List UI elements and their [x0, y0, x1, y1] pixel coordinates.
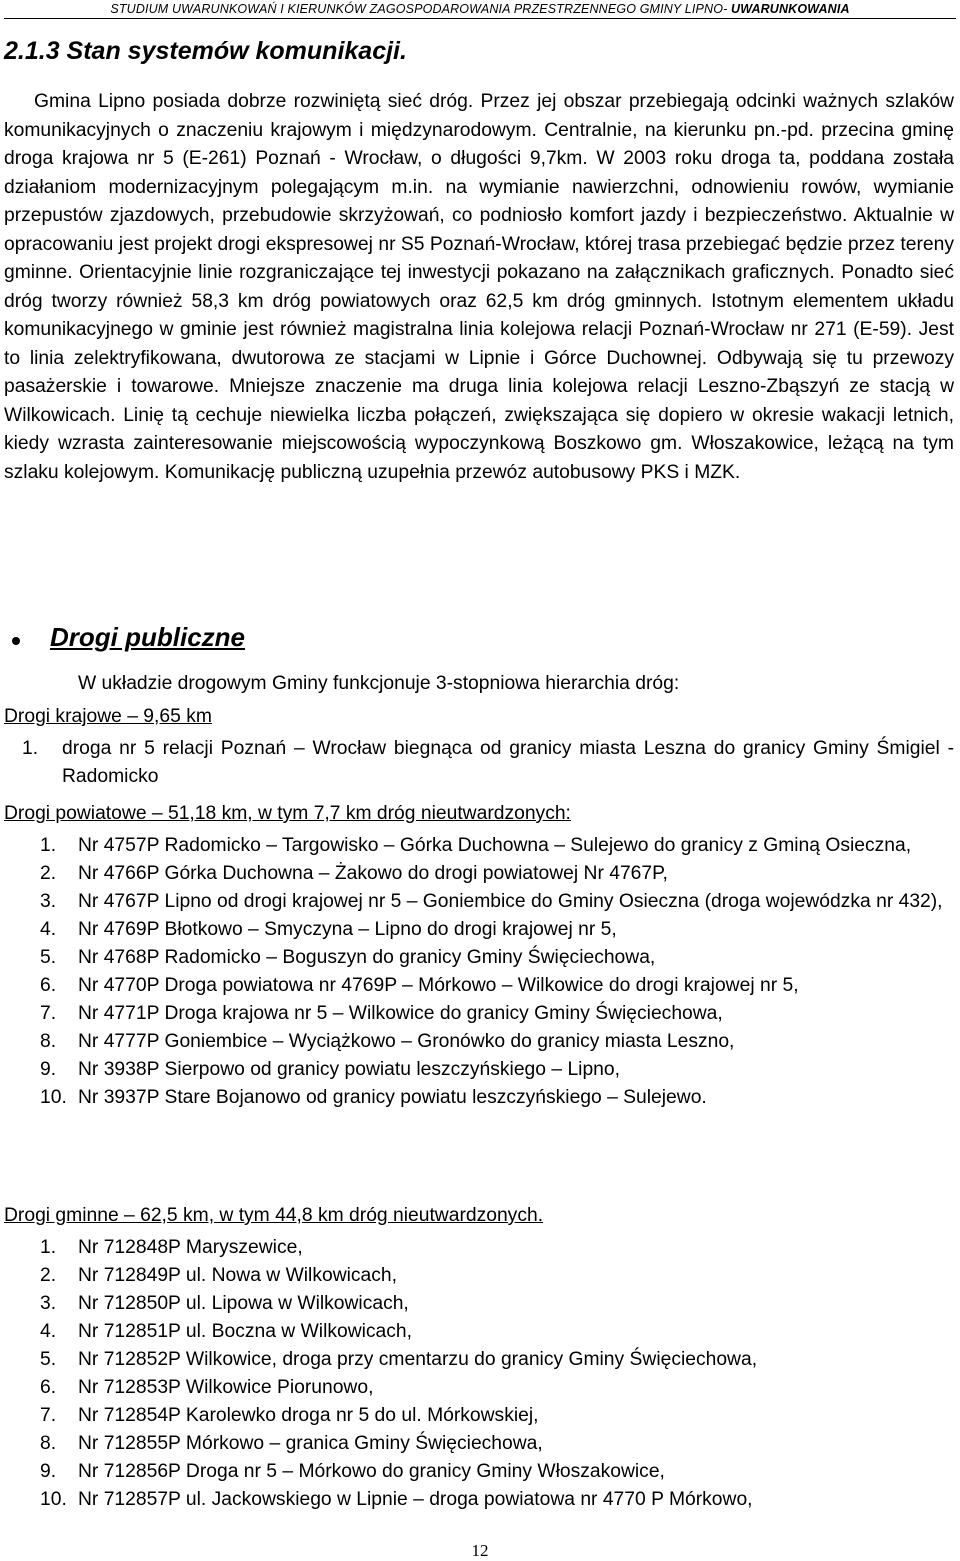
- list-item: [0, 1374, 960, 1402]
- list-item: [0, 1028, 960, 1056]
- list-item-text: droga nr 5 relacji Poznań – Wrocław biegnąca od granicy miasta Leszna do granicy Gminy Śmigiel - Radomicko: [62, 738, 954, 787]
- list-item: [0, 1430, 960, 1458]
- list-item-text: Nr 3937P Stare Bojanowo od granicy powiatu leszczyńskiego – Sulejewo.: [78, 1087, 707, 1108]
- list-item-text: Nr 712854P Karolewko droga nr 5 do ul. Mórkowskiej,: [78, 1405, 539, 1426]
- list-item-number: 1.: [22, 738, 39, 759]
- list-item: [0, 1084, 960, 1112]
- list-item-number: 7.: [40, 1003, 57, 1024]
- municipal-roads-heading: Drogi gminne – 62,5 km, w tym 44,8 km dróg nieutwardzonych.: [4, 1205, 544, 1226]
- list-item-text: Nr 712857P ul. Jackowskiego w Lipnie – droga powiatowa nr 4770 P Mórkowo,: [78, 1489, 753, 1510]
- list-item: [0, 944, 960, 972]
- list-item-number: 10.: [40, 1489, 67, 1510]
- list-item: [0, 860, 960, 888]
- list-item: [0, 1000, 960, 1028]
- section-title: 2.1.3 Stan systemów komunikacji.: [4, 37, 407, 65]
- list-item: [0, 1290, 960, 1318]
- list-item-number: 5.: [40, 947, 57, 968]
- list-item: [0, 832, 960, 860]
- list-item-number: 2.: [40, 863, 57, 884]
- list-item-number: 4.: [40, 1321, 57, 1342]
- list-item-number: 3.: [40, 1293, 57, 1314]
- list-item-number: 9.: [40, 1059, 57, 1080]
- list-item-number: 5.: [40, 1349, 57, 1370]
- list-item-number: 8.: [40, 1031, 57, 1052]
- county-roads-heading: Drogi powiatowe – 51,18 km, w tym 7,7 km dróg nieutwardzonych:: [4, 803, 571, 824]
- running-header: [4, 2, 956, 19]
- list-item-number: 9.: [40, 1461, 57, 1482]
- public-roads-heading-text: Drogi publiczne: [50, 622, 245, 652]
- list-item-text: Nr 4770P Droga powiatowa nr 4769P – Mórkowo – Wilkowice do drogi krajowej nr 5,: [78, 975, 799, 996]
- list-item-text: Nr 712855P Mórkowo – granica Gminy Święciechowa,: [78, 1433, 543, 1454]
- hierarchy-intro: W układzie drogowym Gminy funkcjonuje 3-stopniowa hierarchia dróg:: [78, 673, 680, 694]
- list-item: [0, 972, 960, 1000]
- list-item-text: Nr 4766P Górka Duchowna – Żakowo do drogi powiatowej Nr 4767P,: [78, 863, 668, 884]
- list-item-number: 4.: [40, 919, 57, 940]
- page-number: 12: [471, 1541, 489, 1560]
- list-item: [0, 1402, 960, 1430]
- list-item-text: Nr 712853P Wilkowice Piorunowo,: [78, 1377, 374, 1398]
- list-item-number: 1.: [40, 1237, 57, 1258]
- list-item: [0, 888, 960, 916]
- list-item-text: Nr 712849P ul. Nowa w Wilkowicach,: [78, 1265, 397, 1286]
- public-roads-heading: [0, 622, 960, 662]
- list-item-number: 6.: [40, 975, 57, 996]
- list-item: [0, 916, 960, 944]
- list-item-number: 8.: [40, 1433, 57, 1454]
- body-paragraph: Gmina Lipno posiada dobrze rozwiniętą sieć dróg. Przez jej obszar przebiegają odcinki ważnych szlaków komunikacyjnych o znaczeniu krajowym i międzynarodowym. Centralnie, na kierunku pn.-pd. przecina gminę droga krajowa nr 5 (E-261) Poznań - Wrocław, o długości 9,7km. W 2003 roku droga ta, poddana została działaniom modernizacyjnym polegającym m.in. na wymianie nawierzchni, odnowieniu rowów, wymianie przepustów zjazdowych, przebudowie skrzyżowań, co podniosło komfort jazdy i bezpieczeństwo. Aktualnie w opracowaniu jest projekt drogi ekspresowej nr S5 Poznań-Wrocław, której trasa przebiegać będzie przez tereny gminne. Orientacyjnie linie rozgraniczające tej inwestycji pokazano na załącznikach graficznych. Ponadto sieć dróg tworzy również 58,3 km dróg powiatowych oraz 62,5 km dróg gminnych. Istotnym elementem układu komunikacyjnego w gminie jest również magistralna linia kolejowa relacji Poznań-Wrocław nr 271 (E-59). Jest to linia zelektryfikowana, dwutorowa ze stacjami w Lipnie i Górce Duchownej. Odbywają się tu przewozy pasażerskie i towarowe. Mniejsze znaczenie ma druga linia kolejowa relacji Leszno-Zbąszyń ze stacją w Wilkowicach. Linię tą cechuje niewielka liczba połączeń, zwiększająca się dopiero w okresie wakacji letnich, kiedy wzrasta zainteresowanie miejscowością wypoczynkową Boszkowo gm. Włoszakowice, leżącą na tym szlaku kolejowym. Komunikację publiczną uzupełnia przewóz autobusowy PKS i MZK.: [4, 91, 954, 483]
- bullet-icon: [12, 637, 20, 645]
- list-item-text: Nr 712852P Wilkowice, droga przy cmentarzu do granicy Gminy Święciechowa,: [78, 1349, 758, 1370]
- list-item-text: Nr 712848P Maryszewice,: [78, 1237, 303, 1258]
- national-roads-heading: Drogi krajowe – 9,65 km: [4, 706, 212, 727]
- list-item-text: Nr 4771P Droga krajowa nr 5 – Wilkowice do granicy Gminy Święciechowa,: [78, 1003, 723, 1024]
- list-item-number: 10.: [40, 1087, 67, 1108]
- list-item-number: 1.: [40, 835, 57, 856]
- municipal-roads-list: [0, 1234, 960, 1514]
- list-item-text: Nr 712856P Droga nr 5 – Mórkowo do granicy Gminy Włoszakowice,: [78, 1461, 665, 1482]
- list-item-number: 6.: [40, 1377, 57, 1398]
- list-item-number: 2.: [40, 1265, 57, 1286]
- list-item-number: 3.: [40, 891, 57, 912]
- list-item-text: Nr 4769P Błotkowo – Smyczyna – Lipno do drogi krajowej nr 5,: [78, 919, 617, 940]
- list-item: [0, 1318, 960, 1346]
- list-item: [0, 1486, 960, 1514]
- running-header-emphasis: UWARUNKOWANIA: [731, 2, 850, 16]
- list-item: [0, 1346, 960, 1374]
- list-item-text: Nr 4767P Lipno od drogi krajowej nr 5 – Goniembice do Gminy Osieczna (droga wojewódzka nr 432),: [78, 891, 943, 912]
- list-item-text: Nr 712851P ul. Boczna w Wilkowicach,: [78, 1321, 413, 1342]
- list-item: [0, 1234, 960, 1262]
- list-item-text: Nr 712850P ul. Lipowa w Wilkowicach,: [78, 1293, 409, 1314]
- list-item-text: Nr 4777P Goniembice – Wyciążkowo – Gronówko do granicy miasta Leszno,: [78, 1031, 735, 1052]
- list-item-text: Nr 4768P Radomicko – Boguszyn do granicy Gminy Święciechowa,: [78, 947, 656, 968]
- list-item: [0, 1262, 960, 1290]
- list-item: [0, 1056, 960, 1084]
- national-roads-list: [0, 735, 960, 791]
- list-item-number: 7.: [40, 1405, 57, 1426]
- list-item: [0, 735, 960, 791]
- list-item-text: Nr 4757P Radomicko – Targowisko – Górka Duchowna – Sulejewo do granicy z Gminą Osieczna,: [78, 835, 912, 856]
- list-item: [0, 1458, 960, 1486]
- running-header-text: STUDIUM UWARUNKOWAŃ I KIERUNKÓW ZAGOSPODAROWANIA PRZESTRZENNEGO GMINY LIPNO-: [110, 2, 732, 16]
- county-roads-list: [0, 832, 960, 1112]
- list-item-text: Nr 3938P Sierpowo od granicy powiatu leszczyńskiego – Lipno,: [78, 1059, 620, 1080]
